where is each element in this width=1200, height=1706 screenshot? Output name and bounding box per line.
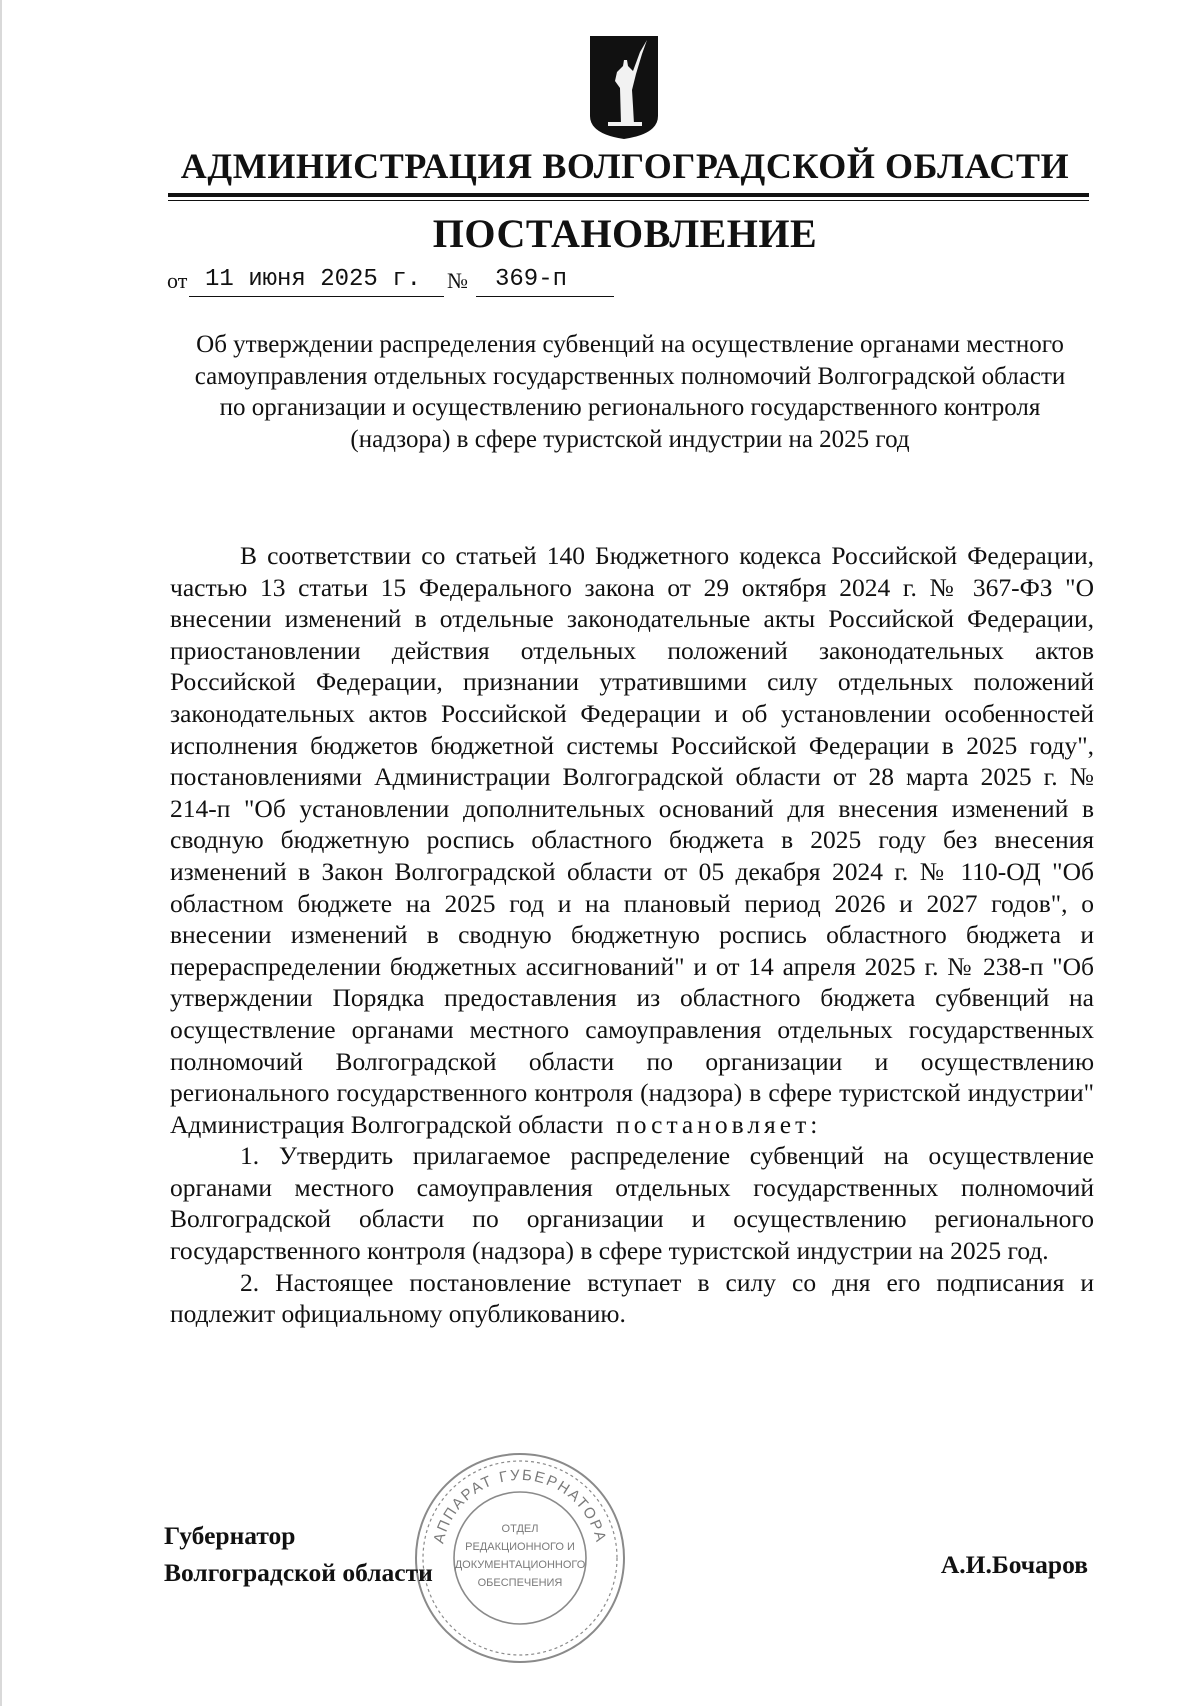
stamp-inner-line: РЕДАКЦИОННОГО И	[465, 1541, 575, 1553]
document-subject: Об утверждении распределения субвенций на осуществление органами местного самоуправления отдельных государственных полномочий Волгоградской области по организации и осуществлению регионального государственного контроля (надзора) в сфере туристской индустрии на 2025 год	[194, 331, 1066, 453]
organization-title: АДМИНИСТРАЦИЯ ВОЛГОГРАДСКОЙ ОБЛАСТИ	[180, 146, 1070, 186]
date-prefix: от	[167, 268, 188, 293]
coat-of-arms-icon	[590, 36, 658, 139]
document-number: 369-п	[495, 266, 568, 293]
number-underline	[476, 296, 614, 297]
stamp-outer-text: АППАРАТ ГУБЕРНАТОРА	[430, 1466, 610, 1546]
resolution-item-1: 1. Утвердить прилагаемое распределение субвенций на осуществление органами местного самоуправления отдельных государственных полномочий Волгоградской области по организации и осуществлению регионального государственного контроля (надзора) в сфере туристской индустрии на 2025 год.	[170, 1141, 1094, 1266]
position-line-1: Губернатор	[164, 1521, 296, 1550]
preamble-paragraph	[170, 540, 1094, 1140]
resolution-item-2: 2. Настоящее постановление вступает в силу со дня его подписания и подлежит официальному опубликованию.	[170, 1267, 1094, 1329]
stamp-inner-line: ОТДЕЛ	[501, 1523, 539, 1535]
number-prefix: №	[447, 268, 468, 293]
resolves-text: постановляет:	[616, 1109, 822, 1139]
official-stamp	[412, 1450, 628, 1666]
document-type: ПОСТАНОВЛЕНИЕ	[432, 211, 818, 256]
document-date: 11 июня 2025 г.	[205, 266, 422, 293]
document-body	[170, 540, 1094, 1330]
date-underline	[189, 296, 444, 297]
position-line-2: Волгоградской области	[164, 1558, 433, 1587]
header-rule-thick	[168, 193, 1089, 197]
scan-edge	[0, 0, 2, 1706]
preamble-text: В соответствии со статьей 140 Бюджетного кодекса Российской Федерации, частью 13 статьи 15 Федерального закона от 29 октября 2024 г. № 367-ФЗ "О внесении изменений в отдельные законодательные акты Российской Федерации, приостановлении действия отдельных положений законодательных актов Российской Федерации, признании утратившими силу отдельных положений законодательных актов Российской Федерации и об установлении особенностей исполнения бюджетов бюджетной системы Российской Федерации в 2025 году", постановлениями Администрации Волгоградской области от 28 марта 2025 г. № 214-п "Об установлении дополнительных оснований для внесения изменений в сводную бюджетную роспись областного бюджета в 2025 году без внесения изменений в Закон Волгоградской области от 05 декабря 2024 г. № 110-ОД "Об областном бюджете на 2025 год и на плановый период 2026 и 2027 годов", о внесении изменений в сводную бюджетную роспись областного бюджета и перераспределении бюджетных ассигнований" и от 14 апреля 2025 г. № 238-п "Об утверждении Порядка предоставления из областного бюджета субвенций на осуществление органами местного самоуправления отдельных государственных полномочий Волгоградской области по организации и осуществлению регионального государственного контроля (надзора) в сфере туристской индустрии" Администрация Волгоградской области	[170, 541, 1094, 1139]
signatory-name: А.И.Бочаров	[940, 1550, 1088, 1579]
stamp-inner-line: ДОКУМЕНТАЦИОННОГО	[454, 1559, 586, 1571]
signatory-position	[164, 1517, 433, 1591]
header-rule-thin	[168, 200, 1089, 201]
stamp-inner-line: ОБЕСПЕЧЕНИЯ	[477, 1577, 563, 1589]
